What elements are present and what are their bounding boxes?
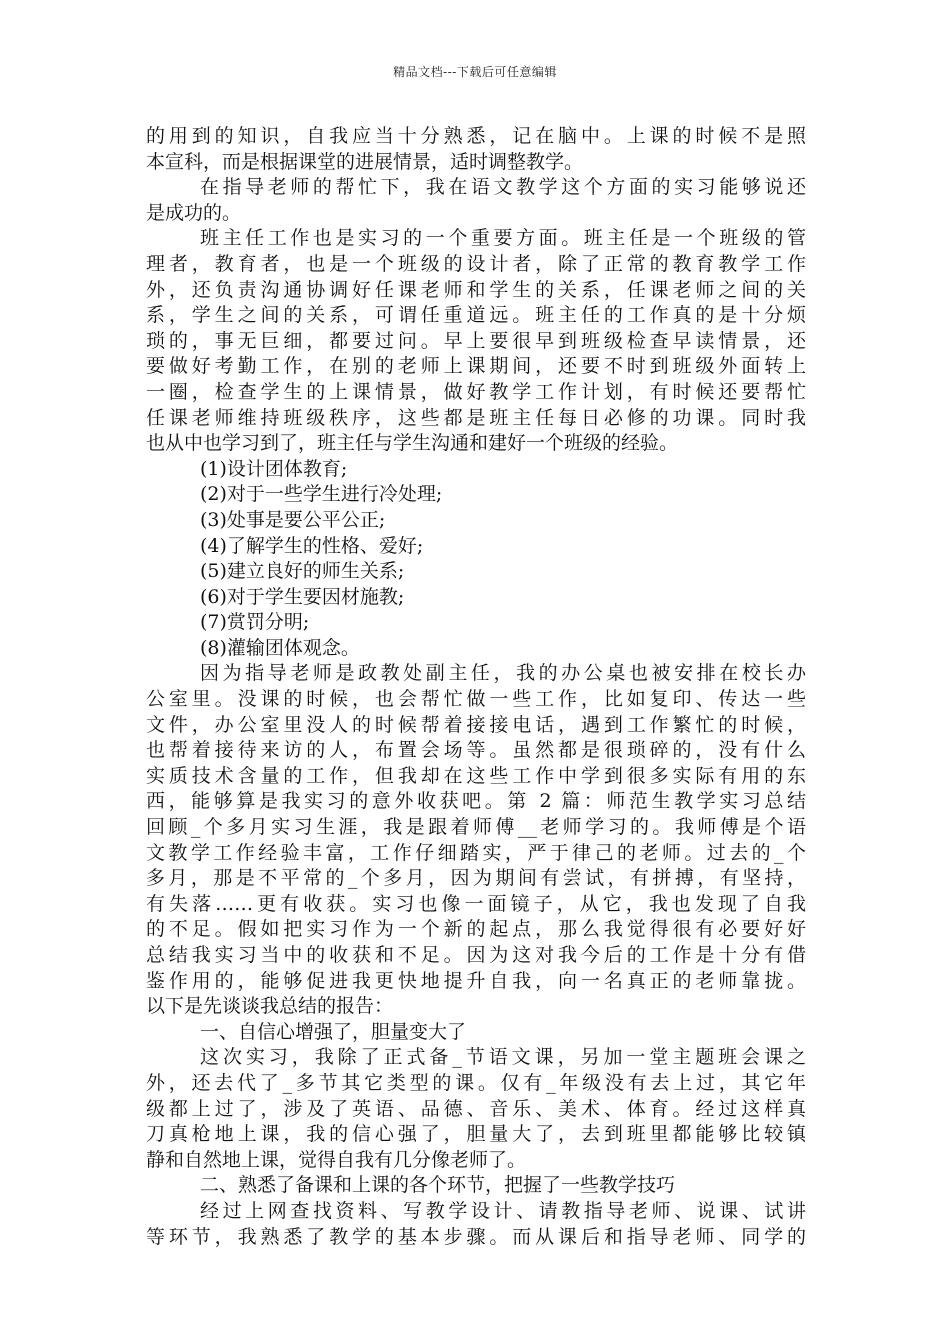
text-line: 在指导老师的帮忙下，我在语文教学这个方面的实习能够说还 [200,176,806,199]
text-line: 总结我实习当中的收获和不足。因为这对我今后的工作是十分有借 [146,944,806,966]
text-line: 多月，那是不平常的_个多月，因为期间有尝试，有拼搏，有坚持， [146,867,806,890]
text-line: 是成功的。 [146,201,242,224]
text-line: 这次实习，我除了正式备_节语文课，另加一堂主题班会课之 [200,1046,806,1069]
text-line: (8)灌输团体观念。 [200,636,360,659]
text-line: 任课老师维持班级秩序，这些都是班主任每日必修的功课。同时我 [146,406,806,429]
text-line: 实质技术含量的工作，但我却在这些工作中学到很多实际有用的东 [146,764,806,787]
text-line: (3)处事是要公平公正; [200,508,386,531]
text-line: 一、自信心增强了，胆量变大了 [200,1020,467,1043]
text-line: 系，学生之间的关系，可谓任重道远。班主任的工作真的是十分烦 [146,304,806,327]
text-line: 琐的，事无巨细，都要过问。早上要很早到班级检查早读情景，还 [146,329,806,352]
text-line: 公室里。没课的时候，也会帮忙做一些工作，比如复印、传达一些 [146,688,806,711]
text-line: (2)对于一些学生进行冷处理; [200,483,443,506]
text-line: 鉴作用的，能够促进我更快地提升自我，向一名真正的老师靠拢。 [146,969,806,992]
text-line: 静和自然地上课，觉得自我有几分像老师了。 [146,1148,527,1171]
text-line: 要做好考勤工作，在别的老师上课期间，还要不时到班级外面转上 [146,355,806,378]
text-line: 回顾_个多月实习生涯，我是跟着师傅__老师学习的。我师傅是个语 [146,816,806,839]
text-line: 外，还负责沟通协调好任课老师和学生的关系，任课老师之间的关 [146,278,806,301]
text-line: 刀真枪地上课，我的信心强了，胆量大了，去到班里都能够比较镇 [146,1123,806,1146]
text-line: 也帮着接待来访的人，布置会场等。虽然都是很琐碎的，没有什么 [146,739,806,762]
text-line: 一圈，检查学生的上课情景，做好教学工作计划，有时候还要帮忙 [146,380,806,403]
text-line: 的用到的知识，自我应当十分熟悉，记在脑中。上课的时候不是照 [146,125,806,147]
text-line: 理者，教育者，也是一个班级的设计者，除了正常的教育教学工作 [146,252,806,275]
text-line: 也从中也学习到了，班主任与学生沟通和建好一个班级的经验。 [146,432,679,455]
text-line: 的不足。假如把实习作为一个新的起点，那么我觉得很有必要好好 [146,918,806,941]
text-line: (6)对于学生要因材施教; [200,585,405,608]
text-line: (4)了解学生的性格、爱好; [200,534,424,557]
text-line: 班主任工作也是实习的一个重要方面。班主任是一个班级的管 [200,227,806,250]
text-line: 级都上过了，涉及了英语、品德、音乐、美术、体育。经过这样真 [146,1097,806,1120]
page-header: 精品文档---下载后可任意编辑 [393,65,557,79]
text-line: 以下是先谈谈我总结的报告： [146,995,394,1018]
text-line: (7)赏罚分明; [200,611,310,634]
text-line: 经过上网查找资料、写教学设计、请教指导老师、说课、试讲 [200,1199,806,1222]
text-line: 本宣科，而是根据课堂的进展情景，适时调整教学。 [146,150,584,173]
document-body [146,124,806,1250]
text-line: (5)建立良好的师生关系; [200,560,405,583]
text-line: 文件，办公室里没人的时候帮着接接电话，遇到工作繁忙的时候， [146,713,806,736]
text-line: 外，还去代了_多节其它类型的课。仅有_年级没有去上过，其它年 [146,1071,806,1094]
text-line: 西，能够算是我实习的意外收获吧。第 2 篇：师范生教学实习总结 [146,790,806,813]
text-line: 文教学工作经验丰富，工作仔细踏实，严于律己的老师。过去的_个 [146,841,806,864]
text-line: (1)设计团体教育; [200,457,348,480]
text-line: 二、熟悉了备课和上课的各个环节，把握了一些教学技巧 [200,1174,676,1197]
text-line: 等环节，我熟悉了教学的基本步骤。而从课后和指导老师、同学的 [146,1225,806,1248]
text-line: 有失落……更有收获。实习也像一面镜子，从它，我也发现了自我 [146,892,806,915]
text-line: 因为指导老师是政教处副主任，我的办公桌也被安排在校长办 [200,662,806,685]
